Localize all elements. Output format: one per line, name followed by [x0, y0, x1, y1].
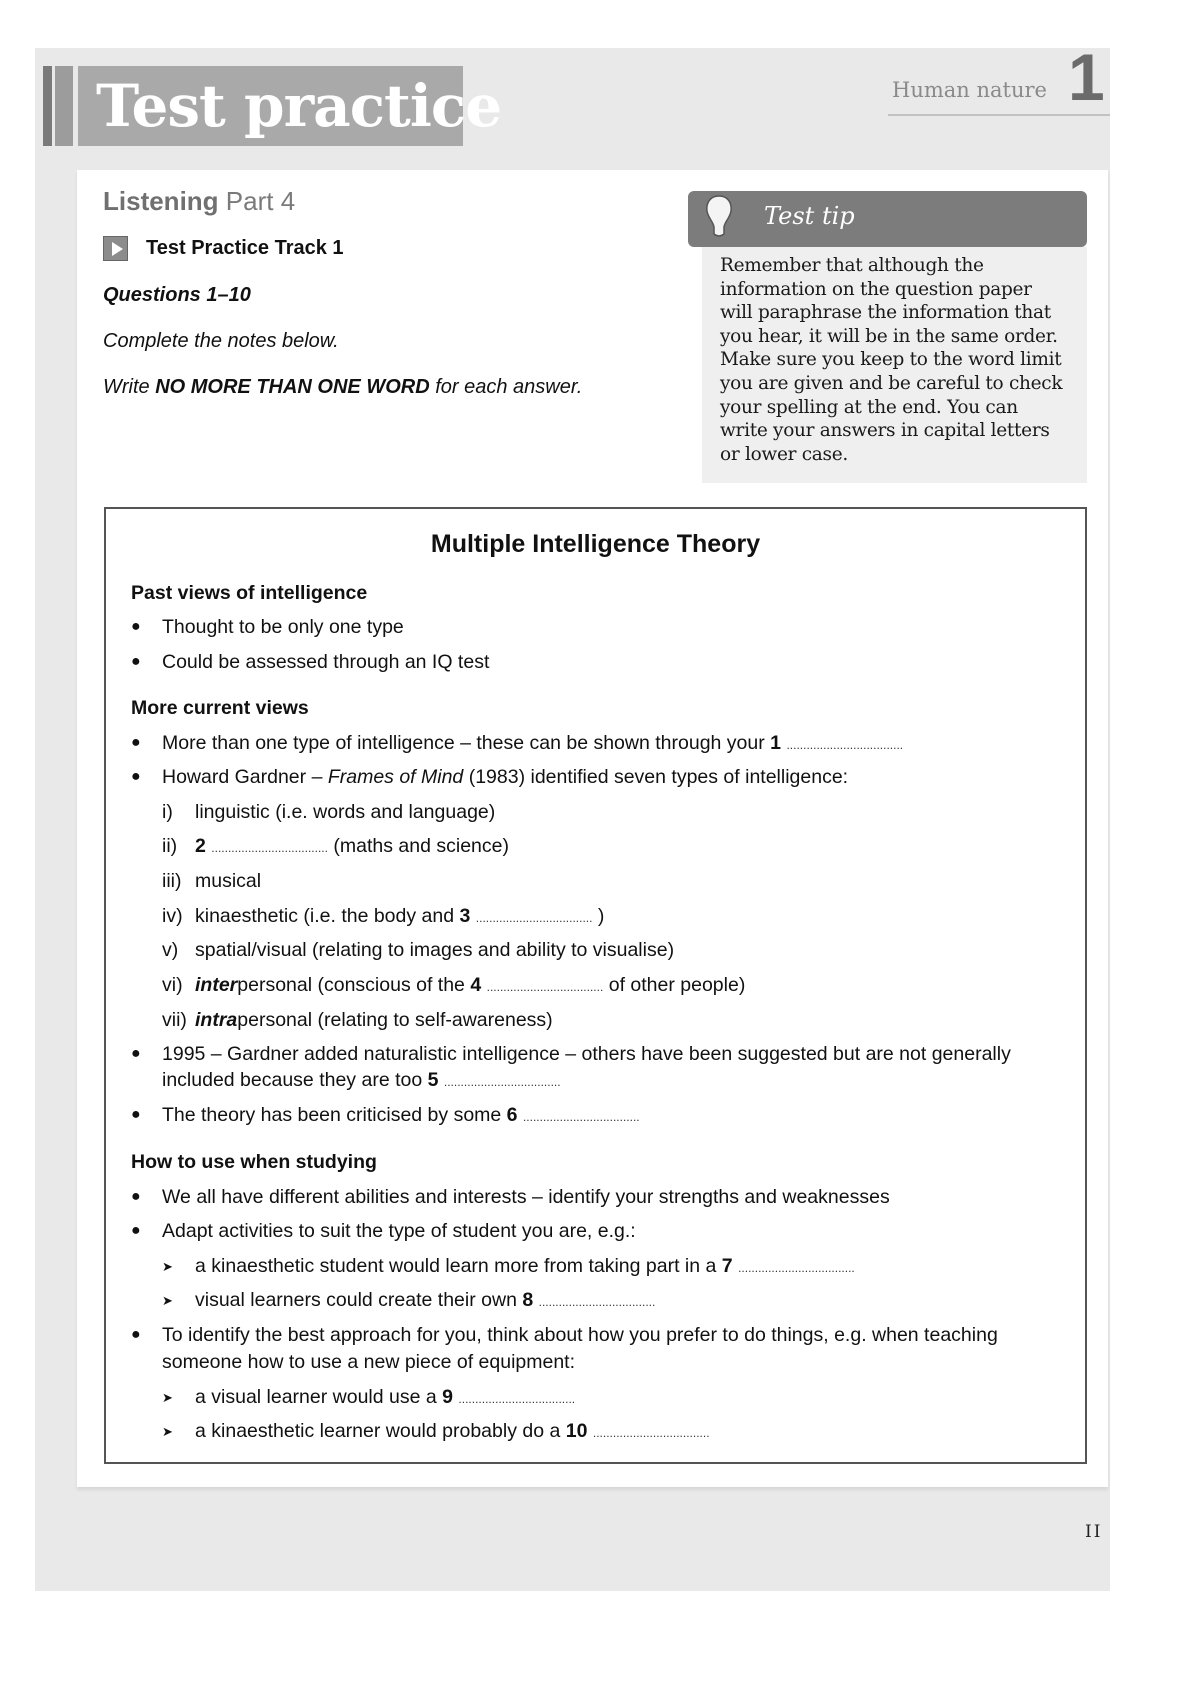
heading-studying: How to use when studying: [131, 1151, 377, 1173]
section-heading: [103, 186, 295, 217]
answer-blank-4[interactable]: ...................................: [486, 980, 604, 994]
question-number: 4: [470, 974, 482, 996]
roman-label: iv): [162, 905, 183, 927]
unit-divider: [888, 114, 1110, 116]
intelligence-type: [195, 1009, 553, 1032]
title-stripe-light: [55, 66, 73, 146]
item-text: (maths and science): [327, 835, 509, 857]
item-text: ): [592, 905, 605, 927]
list-item-continued: [162, 1069, 561, 1092]
page-title: Test practice: [96, 72, 502, 140]
book-title: Frames of Mind: [327, 766, 464, 788]
item-text: personal (conscious of the: [237, 974, 471, 996]
tip-text: [720, 254, 1090, 466]
bullet-icon: ●: [131, 768, 141, 785]
heading-current-views: More current views: [131, 697, 309, 719]
tip-line: Make sure you keep to the word limit: [720, 349, 1062, 371]
intelligence-type: [195, 835, 509, 858]
tip-line: you hear, it will be in the same order.: [720, 325, 1058, 347]
tip-title: Test tip: [764, 202, 855, 230]
bullet-icon: ●: [131, 1222, 141, 1239]
roman-label: iii): [162, 870, 182, 892]
tip-line: your spelling at the end. You can: [720, 396, 1018, 418]
roman-label: ii): [162, 835, 178, 857]
list-item: Adapt activities to suit the type of student you are, e.g.:: [162, 1220, 636, 1242]
list-item-continued: someone how to use a new piece of equipment:: [162, 1351, 576, 1373]
item-text: More than one type of intelligence – these can be shown through your: [162, 732, 771, 754]
roman-label: vii): [162, 1009, 187, 1031]
item-text: a kinaesthetic student would learn more from taking part in a: [195, 1255, 722, 1277]
unit-number: 1: [1068, 40, 1105, 114]
page-number: II: [1085, 1522, 1103, 1542]
emphasis-prefix: intra: [195, 1009, 238, 1031]
tip-header: [688, 191, 1087, 247]
intelligence-type: [195, 905, 604, 928]
item-text: The theory has been criticised by some: [162, 1104, 507, 1126]
bullet-icon: ●: [131, 1045, 141, 1062]
answer-blank-9[interactable]: ...................................: [458, 1392, 576, 1406]
roman-label: v): [162, 939, 179, 961]
heading-past-views: Past views of intelligence: [131, 582, 368, 604]
section-heading-bold: Listening: [103, 186, 219, 216]
tip-line: will paraphrase the information that: [720, 302, 1051, 324]
instruction-emphasis: NO MORE THAN ONE WORD: [155, 376, 430, 398]
question-number: 10: [565, 1420, 588, 1442]
arrow-bullet-icon: ➤: [162, 1259, 173, 1274]
section-heading-part: Part 4: [218, 186, 296, 216]
list-item: We all have different abilities and interests – identify your strengths and weaknesses: [162, 1186, 890, 1208]
answer-blank-1[interactable]: ...................................: [786, 738, 904, 752]
audio-track[interactable]: [103, 236, 344, 261]
arrow-bullet-icon: ➤: [162, 1424, 173, 1439]
list-item: Could be assessed through an IQ test: [162, 651, 490, 673]
bullet-icon: ●: [131, 653, 141, 670]
item-text: visual learners could create their own: [195, 1289, 523, 1311]
question-number: 7: [721, 1255, 733, 1277]
question-number: 1: [770, 732, 782, 754]
instruction-text: Write: [103, 376, 156, 398]
roman-label: vi): [162, 974, 183, 996]
tip-line: or lower case.: [720, 443, 848, 465]
title-stripe-dark: [43, 66, 52, 146]
track-label: Test Practice Track 1: [146, 237, 344, 259]
answer-blank-5[interactable]: ...................................: [443, 1075, 561, 1089]
item-text: personal (relating to self-awareness): [237, 1009, 553, 1031]
intelligence-type: linguistic (i.e. words and language): [195, 801, 496, 823]
list-item: [162, 732, 903, 755]
bullet-icon: ●: [131, 1188, 141, 1205]
intelligence-type: [195, 974, 745, 997]
bullet-icon: ●: [131, 1326, 141, 1343]
bullet-icon: ●: [131, 618, 141, 635]
answer-blank-2[interactable]: ...................................: [211, 841, 328, 855]
instruction-word-limit: [103, 376, 582, 399]
question-number: 3: [459, 905, 471, 927]
intelligence-type: spatial/visual (relating to images and ability to visualise): [195, 939, 675, 961]
roman-label: i): [162, 801, 173, 823]
list-item: To identify the best approach for you, think about how you prefer to do things, e.g. when teaching: [162, 1324, 998, 1346]
arrow-bullet-icon: ➤: [162, 1390, 173, 1405]
item-text: (1983) identified seven types of intelligence:: [463, 766, 849, 788]
instruction-complete: Complete the notes below.: [103, 330, 339, 352]
sub-item: [195, 1420, 710, 1443]
sub-item: [195, 1386, 575, 1409]
bullet-icon: ●: [131, 1106, 141, 1123]
list-item: Thought to be only one type: [162, 616, 404, 638]
notes-title: Multiple Intelligence Theory: [430, 530, 761, 558]
question-number: 9: [442, 1386, 453, 1408]
emphasis-prefix: inter: [195, 974, 238, 996]
list-item: [162, 1104, 640, 1127]
answer-blank-6[interactable]: ...................................: [522, 1110, 640, 1124]
item-text: included because they are too: [162, 1069, 428, 1091]
item-text: of other people): [603, 974, 746, 996]
arrow-bullet-icon: ➤: [162, 1293, 173, 1308]
answer-blank-7[interactable]: ...................................: [738, 1261, 855, 1275]
list-item: 1995 – Gardner added naturalistic intelligence – others have been suggested but are not generally: [162, 1043, 1011, 1065]
play-icon[interactable]: [103, 236, 128, 261]
unit-name: Human nature: [892, 78, 1047, 102]
question-number: 8: [522, 1289, 534, 1311]
answer-blank-8[interactable]: ...................................: [538, 1295, 656, 1309]
answer-blank-10[interactable]: ...................................: [592, 1426, 710, 1440]
question-number: 2: [195, 835, 206, 857]
lightbulb-icon: [704, 194, 734, 238]
list-item: [162, 766, 848, 789]
tip-line: Remember that although the: [720, 255, 984, 276]
item-text: kinaesthetic (i.e. the body and: [195, 905, 460, 927]
item-text: Howard Gardner –: [162, 766, 328, 788]
item-text: a kinaesthetic learner would probably do a: [195, 1420, 566, 1442]
question-number: 5: [427, 1069, 439, 1091]
questions-label: Questions 1–10: [103, 284, 251, 306]
intelligence-type: musical: [195, 870, 262, 892]
bullet-icon: ●: [131, 734, 141, 751]
sub-item: [195, 1289, 655, 1312]
instruction-text: for each answer.: [429, 376, 583, 398]
item-text: a visual learner would use a: [195, 1386, 443, 1408]
answer-blank-3[interactable]: ...................................: [475, 911, 593, 925]
tip-line: you are given and be careful to check: [720, 372, 1063, 394]
sub-item: [195, 1255, 855, 1278]
tip-line: information on the question paper: [720, 278, 1032, 300]
tip-line: write your answers in capital letters: [720, 420, 1050, 442]
question-number: 6: [506, 1104, 518, 1126]
